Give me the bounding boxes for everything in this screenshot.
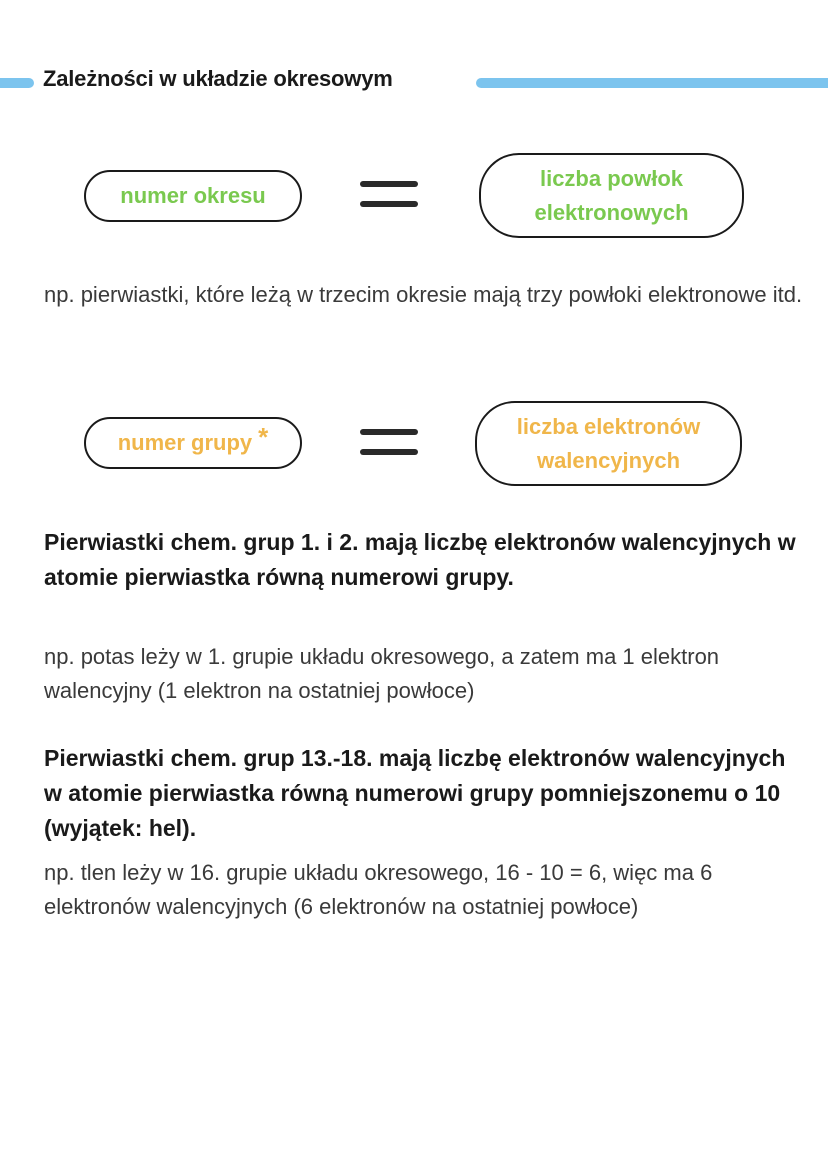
period-example-text: np. pierwiastki, które leżą w trzecim okresie mają trzy powłoki elektronowe itd. bbox=[44, 282, 803, 307]
valence-electrons-label-line2: walencyjnych bbox=[536, 447, 681, 473]
group-number-label: numer grupy bbox=[117, 430, 253, 455]
asterisk-icon: * bbox=[258, 422, 269, 452]
rule1-statement: Pierwiastki chem. grup 1. i 2. mają liczbę elektronów walencyjnych w atomie pierwiastka równą numerowi grupy. bbox=[44, 529, 796, 590]
equals-sign bbox=[360, 181, 418, 221]
equals-sign bbox=[360, 429, 418, 469]
electron-shells-pill bbox=[479, 153, 744, 238]
electron-shells-label-line2: elektronowych bbox=[534, 199, 689, 225]
valence-electrons-pill bbox=[475, 401, 742, 486]
page-title: Zależności w układzie okresowym bbox=[43, 66, 393, 91]
rule2-example: np. tlen leży w 16. grupie układu okresowego, 16 - 10 = 6, więc ma 6 elektronów walencyjnych (6 elektronów na ostatniej powłoce) bbox=[44, 860, 713, 919]
valence-electrons-label-line1: liczba elektronów bbox=[516, 413, 701, 439]
rule2-statement: Pierwiastki chem. grup 13.-18. mają liczbę elektronów walencyjnych w atomie pierwiastka równą numerowi grupy pomniejszonemu o 10 (wyjątek: hel). bbox=[44, 745, 786, 841]
group-number-pill bbox=[84, 417, 302, 469]
electron-shells-label-line1: liczba powłok bbox=[539, 165, 683, 191]
rule1-example: np. potas leży w 1. grupie układu okresowego, a zatem ma 1 elektron walencyjny (1 elektron na ostatniej powłoce) bbox=[44, 644, 720, 703]
period-number-pill bbox=[84, 170, 302, 222]
header-accent-bar-left bbox=[0, 78, 34, 88]
period-number-label: numer okresu bbox=[120, 183, 266, 208]
header-accent-bar-right bbox=[476, 78, 828, 88]
